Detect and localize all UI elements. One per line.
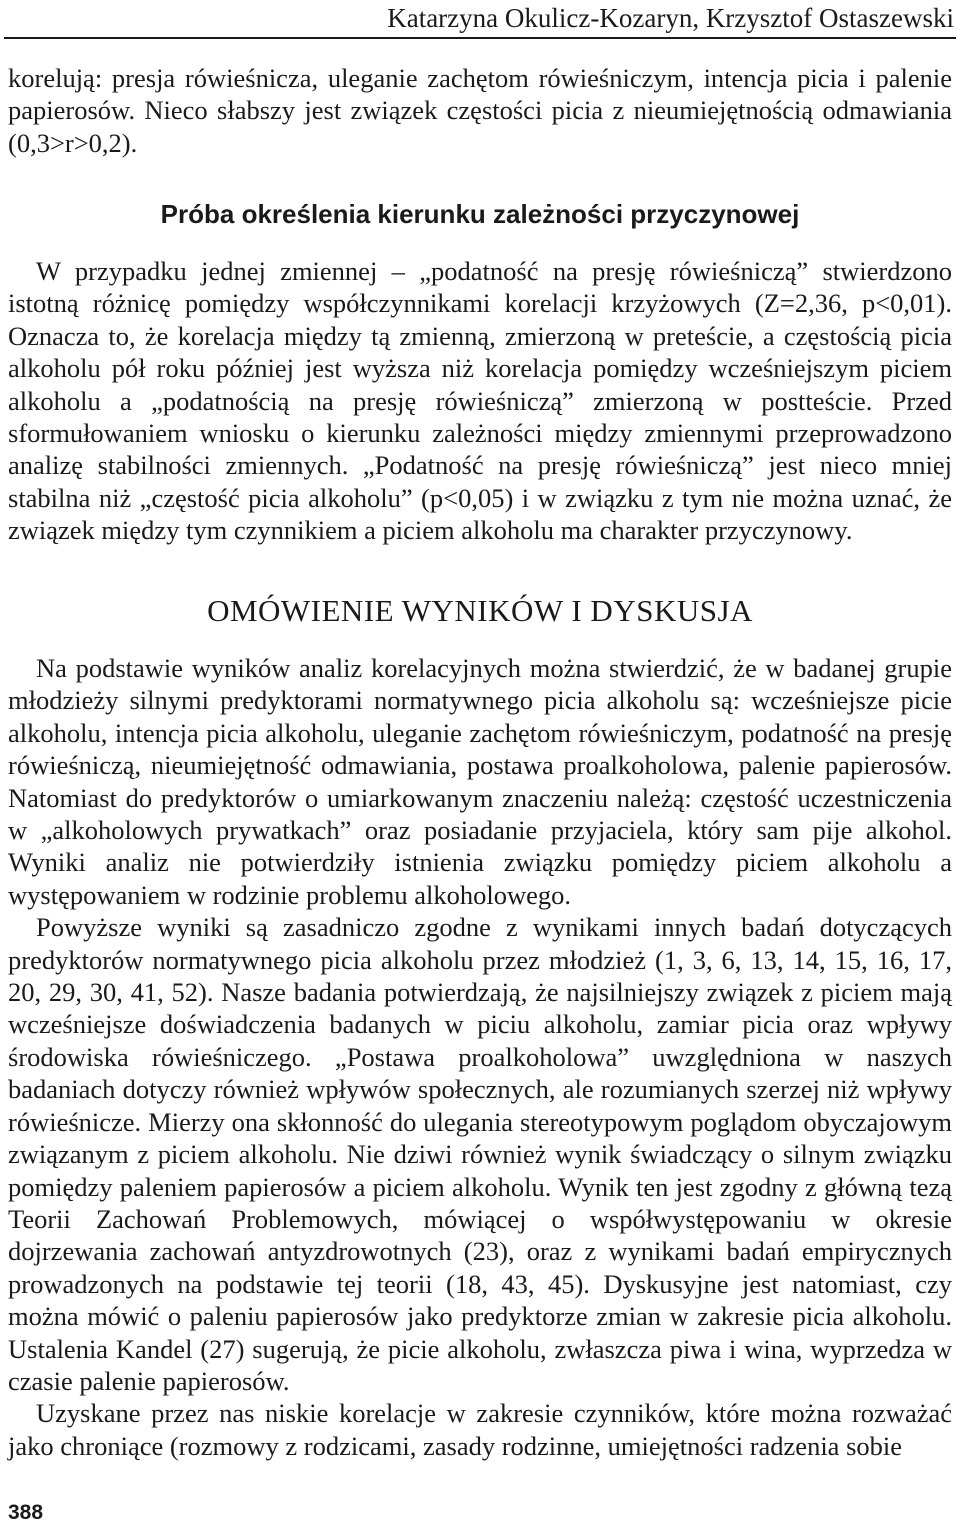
intro-text-block	[8, 62, 952, 159]
discussion-text-block	[8, 652, 952, 1462]
body-paragraph: Powyższe wyniki są zasadniczo zgodne z wynikami innych badań dotyczących predyktorów normatywnego picia alkoholu przez młodzież (1, 3, 6, 13, 14, 15, 16, 17, 20, 29, 30, 41, 52). Nasze badania potwierdzają, że najsilniejszy związek z piciem mają wcześniejsze doświadczenia badanych w piciu alkoholu, zamiar picia oraz wpływy środowiska rówieśniczego. „Postawa proalkoholowa” uwzględniona w naszych badaniach dotyczy również wpływów społecznych, ale rozumianych szerzej niż wpływy rówieśnicze. Mierzy ona skłonność do ulegania stereotypowym poglądom obyczajowym związanym z piciem alkoholu. Nie dziwi również wynik świadczący o silnym związku pomiędzy paleniem papierosów a piciem alkoholu. Wynik ten jest zgodny z główną tezą Teorii Zachowań Problemowych, mówiącej o współwystępowaniu w okresie dojrzewania zachowań antyzdrowotnych (23), oraz z wynikami badań empirycznych prowadzonych na podstawie tej teorii (18, 43, 45). Dyskusyjne jest natomiast, czy można mówić o paleniu papierosów jako predyktorze zmian w zakresie picia alkoholu. Ustalenia Kandel (27) sugerują, że picie alkoholu, zwłaszcza piwa i wina, wyprzedza w czasie palenie papierosów.	[8, 912, 952, 1396]
causality-text-block	[8, 255, 952, 547]
subsection-heading: Próba określenia kierunku zależności przyczynowej	[160, 199, 800, 229]
body-paragraph: W przypadku jednej zmiennej – „podatność na presję rówieśniczą” stwierdzono istotną różnicę pomiędzy współczynnikami korelacji krzyżowych (Z=2,36, p<0,01). Oznacza to, że korelacja między tą zmienną, zmierzoną w preteście, a częstością picia alkoholu pół roku później jest wyższa niż korelacja pomiędzy wcześniejszym piciem alkoholu a „podatnością na presję rówieśniczą” zmierzoną w postteście. Przed sformułowaniem wniosku o kierunku zależności między zmiennymi przeprowadzono analizę stabilności zmiennych. „Podatność na presję rówieśniczą” jest nieco mniej stabilna niż „częstość picia alkoholu” (p<0,05) i w związku z tym nie można uznać, że związek między tym czynnikiem a piciem alkoholu ma charakter przyczynowy.	[8, 256, 952, 546]
section-heading: OMÓWIENIE WYNIKÓW I DYSKUSJA	[207, 593, 753, 628]
body-paragraph: Na podstawie wyników analiz korelacyjnych można stwierdzić, że w badanej grupie młodzieży silnymi predyktorami normatywnego picia alkoholu są: wcześniejsze picie alkoholu, intencja picia alkoholu, uleganie zachętom rówieśniczym, podatność na presję rówieśniczą, nieumiejętność odmawiania, postawa proalkoholowa, palenie papierosów. Natomiast do predyktorów o umiarkowanym znaczeniu należą: częstość uczestniczenia w „alkoholowych prywatkach” oraz posiadanie przyjaciela, który sam pije alkohol. Wyniki analiz nie potwierdziły istnienia związku pomiędzy piciem alkoholu a występowaniem w rodzinie problemu alkoholowego.	[8, 653, 952, 910]
page-number: 388	[8, 1501, 44, 1524]
header-rule	[4, 37, 956, 39]
body-paragraph: korelują: presja rówieśnicza, uleganie zachętom rówieśniczym, intencja picia i palenie papierosów. Nieco słabszy jest związek częstości picia z nieumiejętnością odmawiania (0,3>r>0,2).	[8, 63, 952, 158]
body-paragraph: Uzyskane przez nas niskie korelacje w zakresie czynników, które można rozważać jako chroniące (rozmowy z rodzicami, zasady rodzinne, umiejętności radzenia sobie	[8, 1398, 952, 1461]
running-header: Katarzyna Okulicz-Kozaryn, Krzysztof Ostaszewski	[387, 3, 954, 33]
